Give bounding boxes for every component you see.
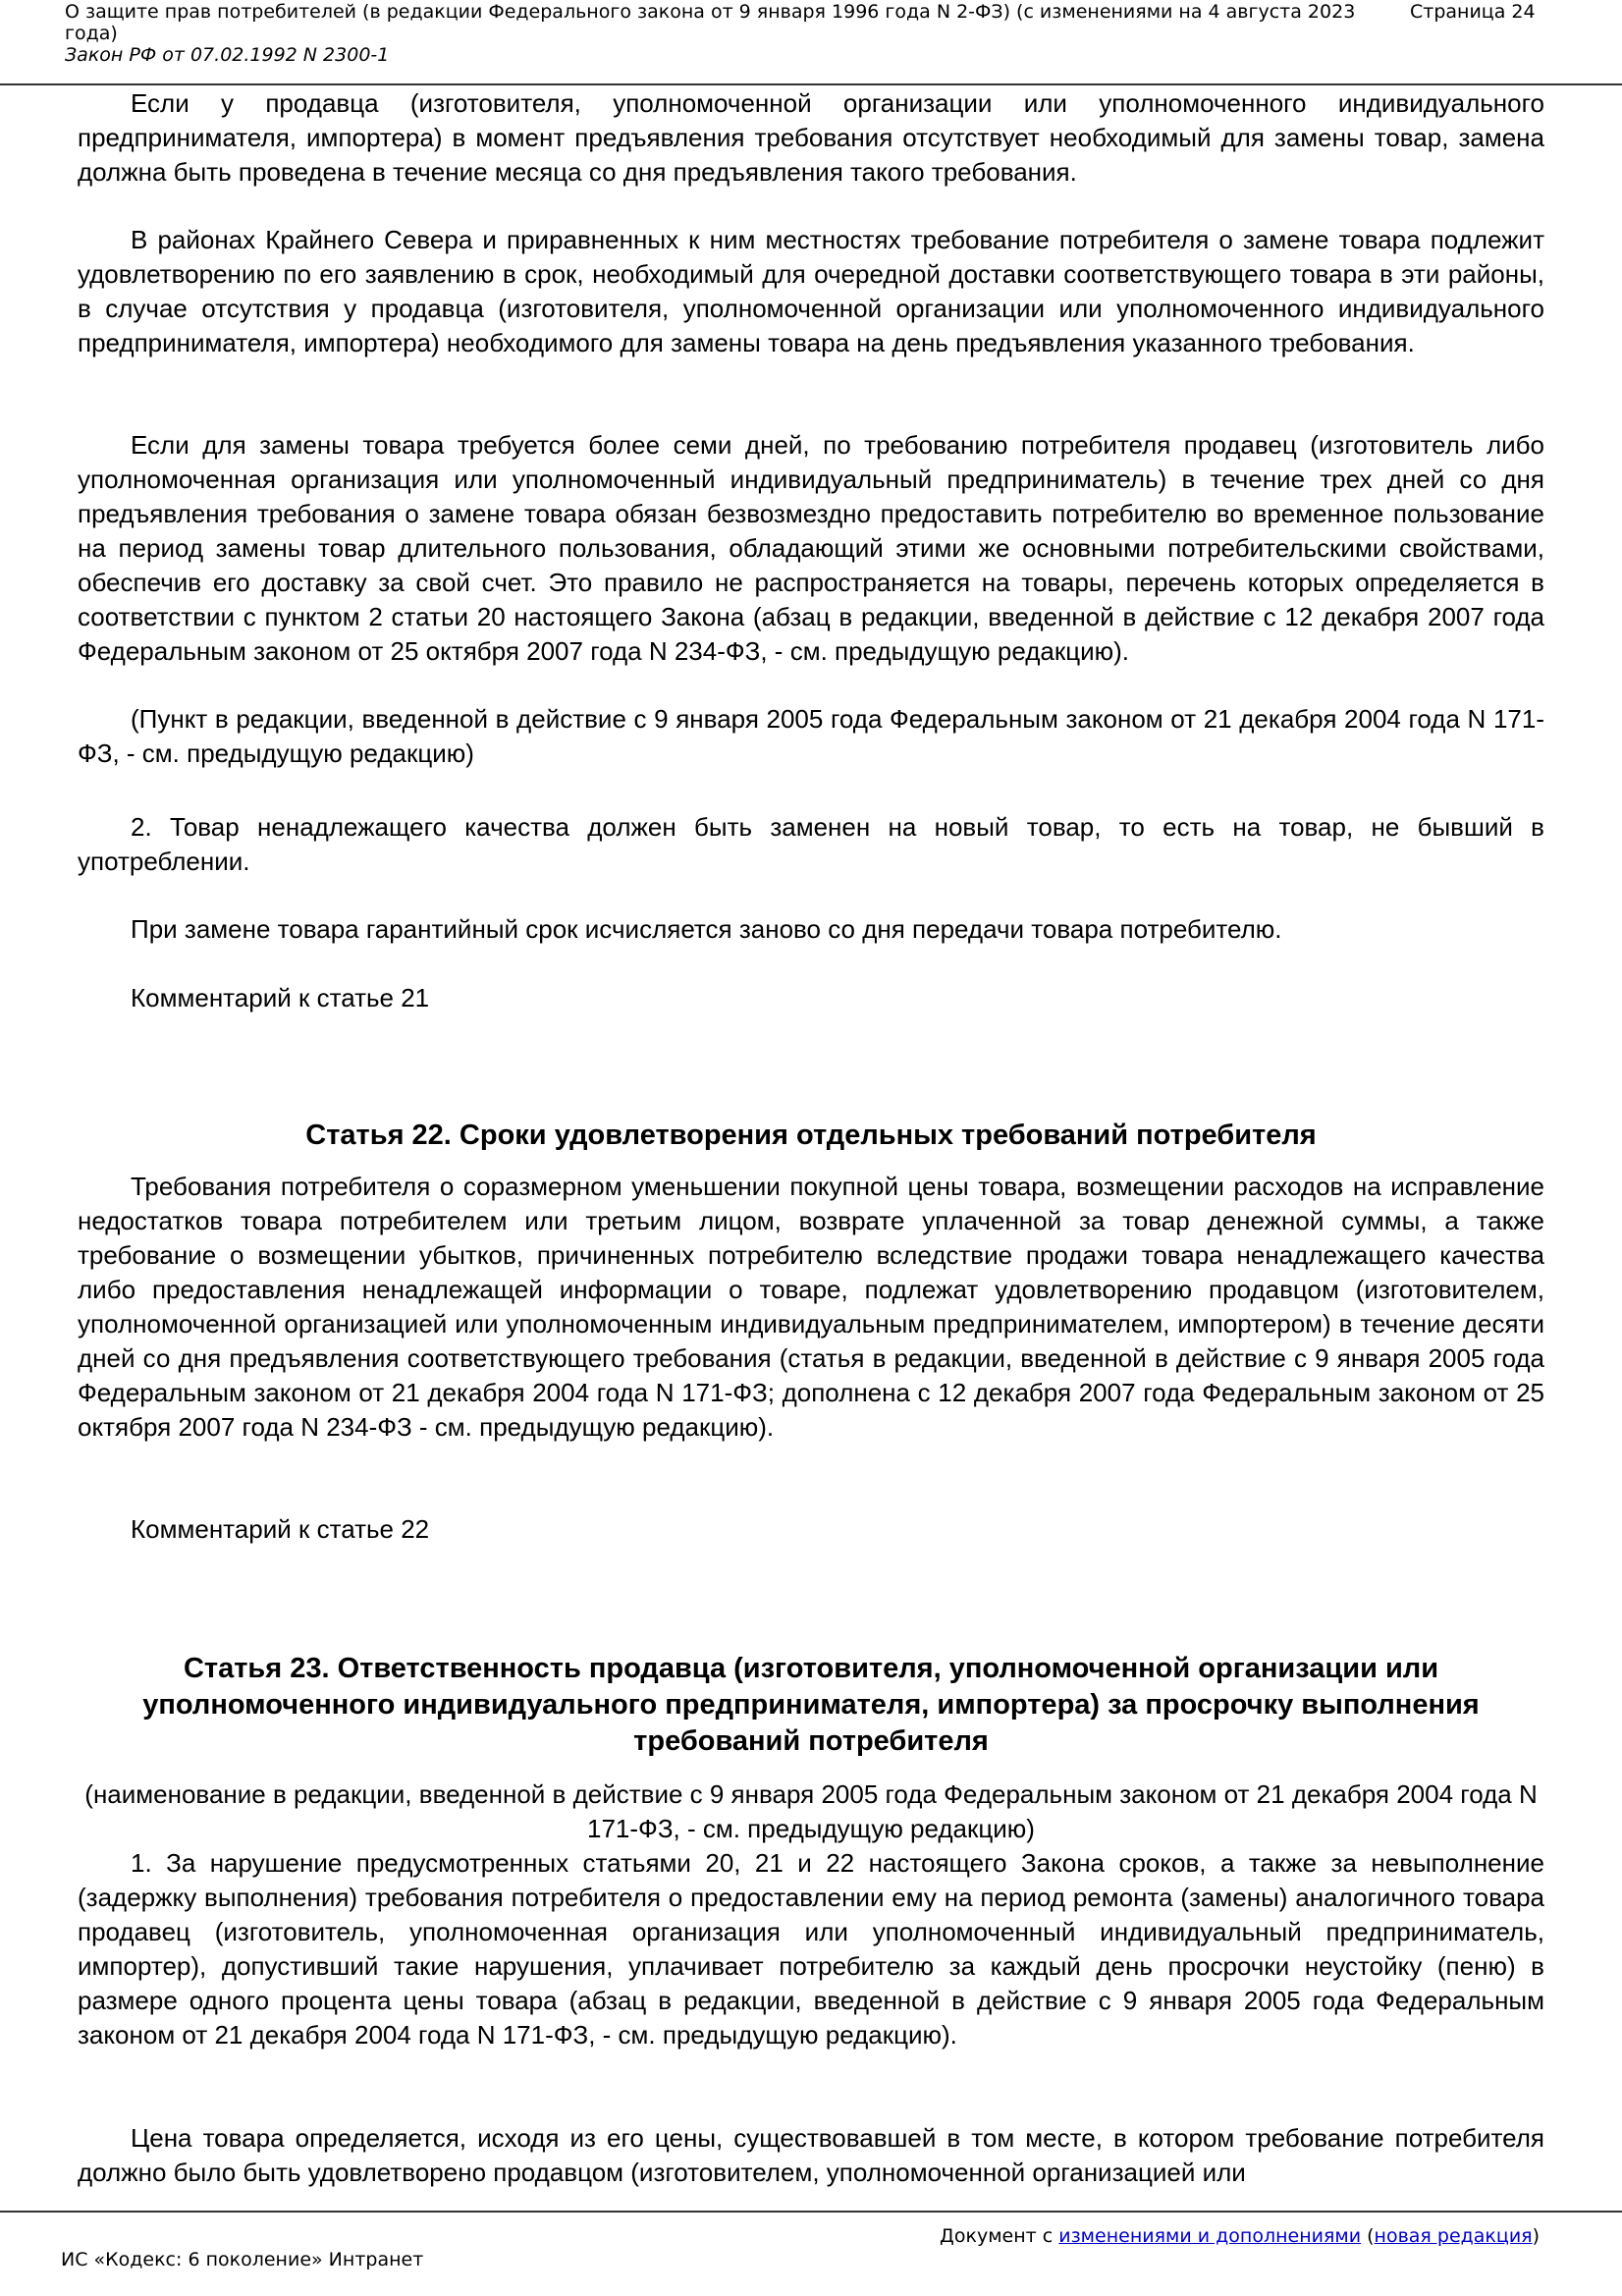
doc-status-prefix: Документ с [940, 2225, 1059, 2247]
article21-paragraph-3: Если для замены товара требуется более семи дней, по требованию потребителя продавец (изготовитель либо уполномоченная организация или уполномоченный индивидуальный предприниматель) в течение трех дней со дня предъявления требования о замене товара обязан безвозмездно предоставить потребителю во временное пользование на период замены товар длительного пользования, обладающий этими же основными потребительскими свойствами, обеспечив его доставку за свой счет. Это правило не распространяется на товары, перечень которых определяется в соответствии с пунктом 2 статьи 20 настоящего Закона (абзац в редакции, введенной в действие с 12 декабря 2007 года Федеральным законом от 25 октября 2007 года N 234-ФЗ, - см. предыдущую редакцию). [78, 430, 1544, 666]
footer-divider [0, 2211, 1622, 2213]
article21-paragraph-2: В районах Крайнего Севера и приравненных к ним местностях требование потребителя о замене товара подлежит удовлетворению по его заявлению в срок, необходимый для очередной доставки соответствующего товара в эти районы, в случае отсутствия у продавца (изготовителя, уполномоченной организации или уполномоченного индивидуального предпринимателя, импортера) необходимого для замены товара на день предъявления указанного требования. [78, 225, 1544, 357]
law-reference: Закон РФ от 07.02.1992 N 2300-1 [65, 44, 390, 66]
article22-heading: Статья 22. Сроки удовлетворения отдельных требований потребителя [305, 1120, 1317, 1151]
article22-paragraph: Требования потребителя о соразмерном уменьшении покупной цены товара, возмещении расходов на исправление недостатков товара потребителем или третьим лицом, возврате уплаченной за товар денежной суммы, а также требование о возмещении убытков, причиненных потребителю вследствие продажи товара ненадлежащего качества либо предоставления ненадлежащей информации о товаре, подлежат удовлетворению продавцом (изготовителем, уполномоченной организацией или уполномоченным индивидуальным предпринимателем, импортером) в течение десяти дней со дня предъявления соответствующего требования (статья в редакции, введенной в действие с 9 января 2005 года Федеральным законом от 21 декабря 2004 года N 171-ФЗ; дополнена с 12 декабря 2007 года Федеральным законом от 25 октября 2007 года N 234-ФЗ - см. предыдущую редакцию). [78, 1172, 1544, 1442]
changes-link[interactable]: изменениями и дополнениями [1058, 2225, 1362, 2247]
comment-link-article22[interactable]: Комментарий к статье 22 [131, 1514, 430, 1544]
article23-title-note: (наименование в редакции, введенной в действие с 9 января 2005 года Федеральным законом от 21 декабря 2004 года N 171-ФЗ, - см. предыдущую редакцию) [84, 1779, 1538, 1843]
article21-paragraph-1: Если у продавца (изготовителя, уполномоченной организации или уполномоченного индивидуального предпринимателя, импортера) в момент предъявления требования отсутствует необходимый для замены товар, замена должна быть проведена в течение месяца со дня предъявления такого требования. [78, 88, 1544, 187]
paren-open: ( [1361, 2225, 1375, 2247]
system-name: ИС «Кодекс: 6 поколение» Интранет [61, 2249, 424, 2270]
new-edition-link[interactable]: новая редакция [1374, 2225, 1533, 2247]
article23-heading: Статья 23. Ответственность продавца (изготовителя, уполномоченной организации или уполномоченного индивидуального предпринимателя, импортера) за просрочку выполнения требований потребителя [142, 1653, 1480, 1757]
article23-item-1: 1. За нарушение предусмотренных статьями 20, 21 и 22 настоящего Закона сроков, а также за невыполнение (задержку выполнения) требования потребителя о предоставлении ему на период ремонта (замены) аналогичного товара продавец (изготовитель, уполномоченная организация или уполномоченный индивидуальный предприниматель, импортер), допустивший такие нарушения, уплачивает потребителю за каждый день просрочки неустойку (пеню) в размере одного процента цены товара (абзац в редакции, введенной в действие с 9 января 2005 года Федеральным законом от 21 декабря 2004 года N 171-ФЗ, - см. предыдущую редакцию). [78, 1848, 1544, 2050]
article21-item-2: 2. Товар ненадлежащего качества должен быть заменен на новый товар, то есть на товар, не бывший в употреблении. [78, 812, 1544, 876]
page-number: Страница 24 [1410, 1, 1536, 23]
article21-warranty-paragraph: При замене товара гарантийный срок исчисляется заново со дня передачи товара потребителю. [131, 914, 1282, 944]
paren-close: ) [1532, 2225, 1541, 2247]
comment-link-article21[interactable]: Комментарий к статье 21 [131, 983, 430, 1012]
document-title: О защите прав потребителей (в редакции Федерального закона от 9 января 1996 года N 2-ФЗ) (с изменениями на 4 августа 2023 года) [65, 1, 1356, 44]
header-divider [0, 83, 1622, 85]
article23-price-paragraph: Цена товара определяется, исходя из его цены, существовавшей в том месте, в котором требование потребителя должно было быть удовлетворено продавцом (изготовителем, уполномоченной организацией или [78, 2123, 1544, 2187]
article21-edition-note: (Пункт в редакции, введенной в действие с 9 января 2005 года Федеральным законом от 21 декабря 2004 года N 171-ФЗ, - см. предыдущую редакцию) [78, 704, 1544, 768]
document-status [940, 2225, 1540, 2247]
